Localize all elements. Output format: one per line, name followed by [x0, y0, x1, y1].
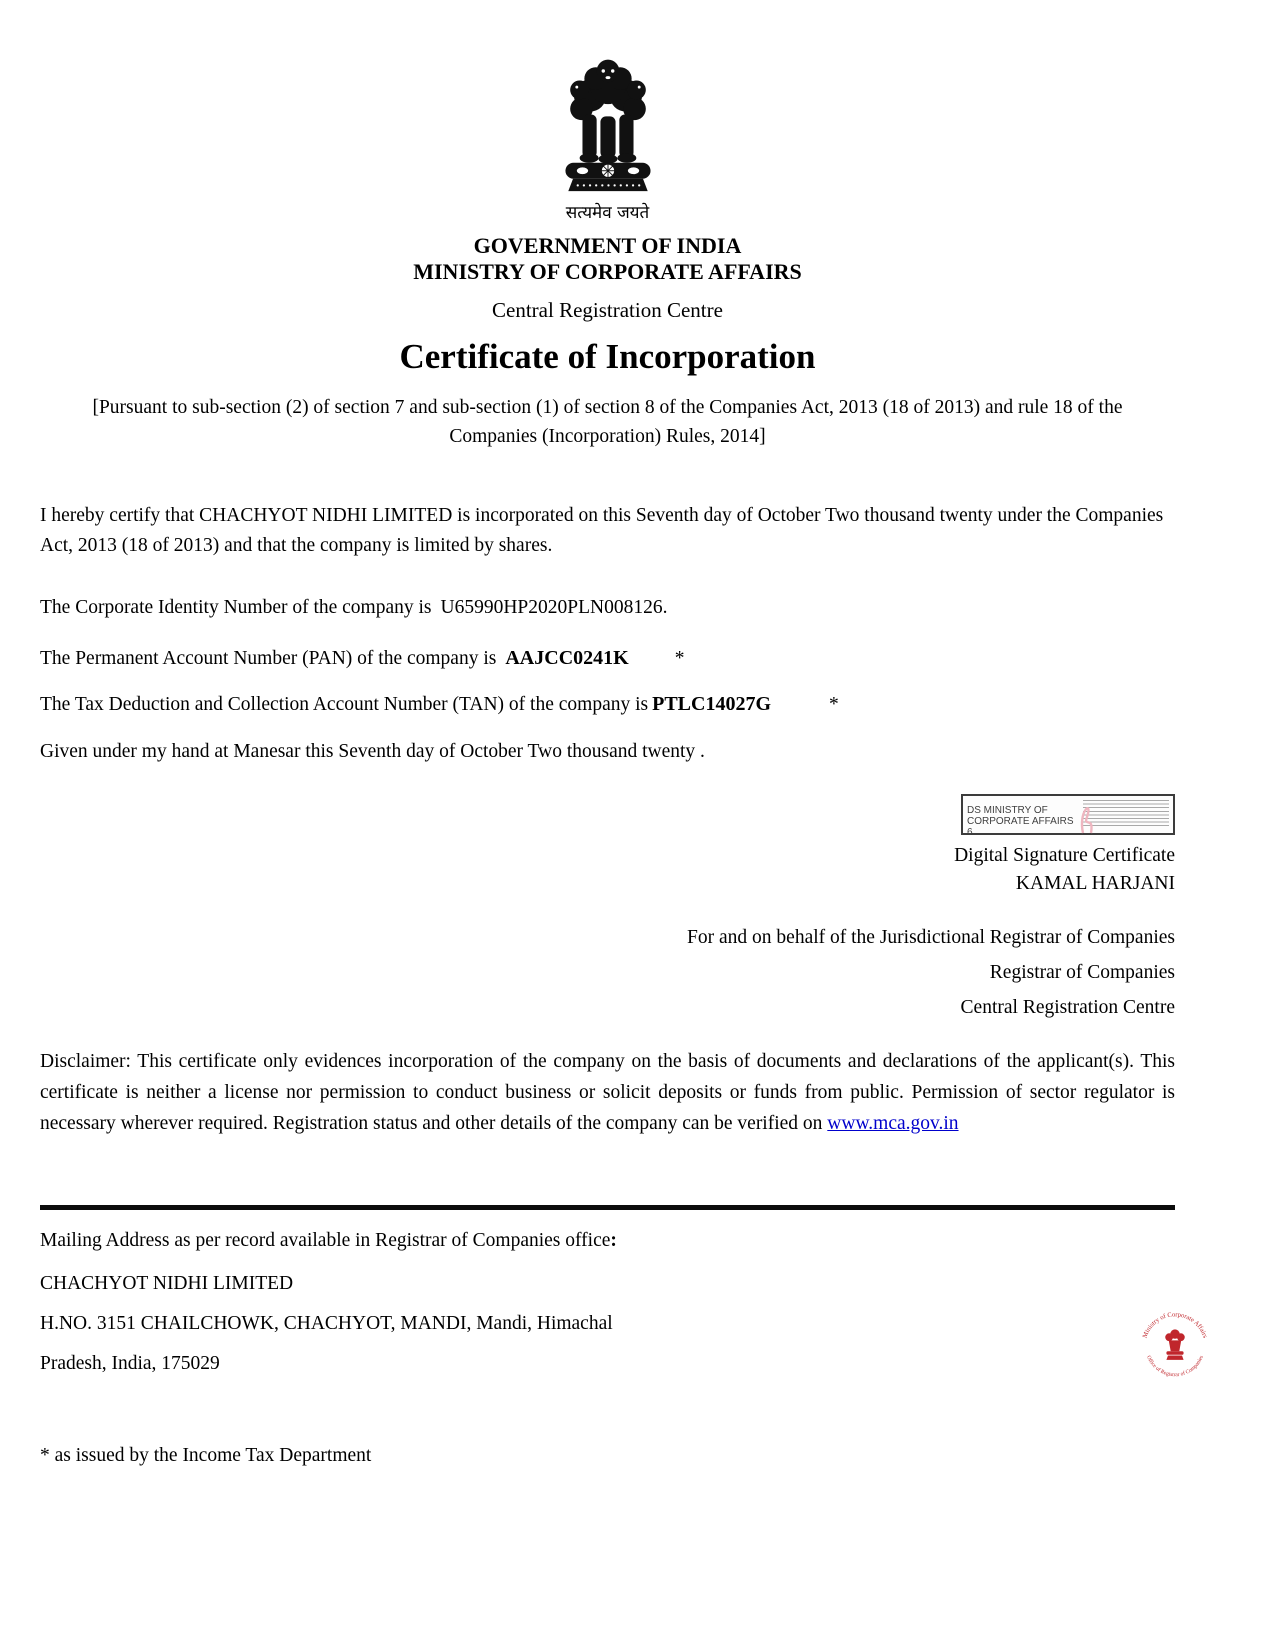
given-under-hand-line: Given under my hand at Manesar this Seventh day of October Two thousand twenty . [40, 741, 705, 762]
stamp-emblem-icon [1165, 1329, 1185, 1359]
dsc-title: Digital Signature Certificate [954, 845, 1175, 866]
national-emblem-icon [556, 52, 660, 194]
disclaimer-paragraph [40, 1046, 1175, 1139]
signature-swoosh-icon [1075, 797, 1099, 835]
crc-line: Central Registration Centre [960, 997, 1175, 1018]
signatory-name: KAMAL HARJANI [1015, 873, 1175, 894]
pursuant-clause: [Pursuant to sub-section (2) of section 7 and sub-section (1) of section 8 of the Companies Act, 2013 (18 of 2013) and rule 18 of the Companies (Incorporation) Rules, 2014] [92, 397, 1123, 447]
government-of-india-heading: GOVERNMENT OF INDIA [473, 233, 742, 258]
cin-value: U65990HP2020PLN008126. [440, 597, 668, 618]
tan-line [40, 689, 1175, 720]
dsc-box-label: DS MINISTRY OF CORPORATE AFFAIRS 6 [967, 805, 1074, 838]
section-divider [40, 1205, 1175, 1210]
pan-value: AAJCC0241K [505, 647, 629, 669]
digital-signature-box [961, 794, 1175, 838]
cin-line [40, 593, 1175, 623]
stamp-top-text: Ministry of Corporate Affairs [1141, 1311, 1209, 1340]
pan-line [40, 643, 1175, 674]
tan-label: The Tax Deduction and Collection Account Number (TAN) of the company is [40, 694, 649, 715]
dsc-fine-print [1083, 800, 1169, 829]
behalf-line: For and on behalf of the Jurisdictional Registrar of Companies [687, 927, 1175, 948]
asterisk-footnote: * as issued by the Income Tax Department [40, 1445, 372, 1466]
central-registration-centre-heading: Central Registration Centre [492, 298, 723, 322]
address-line: H.NO. 3151 CHAILCHOWK, CHACHYOT, MANDI, Mandi, Himachal [40, 1313, 613, 1334]
tan-value: PTLC14027G [652, 693, 772, 715]
certificate-title: Certificate of Incorporation [399, 337, 816, 376]
mailing-heading-text: Mailing Address as per record available in Registrar of Companies office [40, 1230, 611, 1251]
disclaimer-text: Disclaimer: This certificate only evidences incorporation of the company on the basis of documents and declarations of the applicant(s). This certificate is neither a license nor permission to conduct business or solicit deposits or funds from public. Permission of sector regulator is necessary wherever required. Registration status and other details of the company can be verified on [40, 1051, 1175, 1134]
pan-label: The Permanent Account Number (PAN) of the company is [40, 648, 497, 669]
address-line: Pradesh, India, 175029 [40, 1353, 220, 1374]
mailing-address-heading [40, 1226, 1175, 1256]
pan-asterisk: * [674, 648, 685, 669]
company-name-line: CHACHYOT NIDHI LIMITED [40, 1273, 294, 1294]
emblem-motto: सत्यमेव जयते [565, 203, 650, 223]
registrar-line: Registrar of Companies [989, 962, 1175, 983]
stamp-bottom-text: Office of Registrar of Companies [1145, 1354, 1205, 1379]
cin-label: The Corporate Identity Number of the company is [40, 597, 432, 618]
tan-asterisk: * [829, 694, 839, 715]
mailing-heading-colon: : [610, 1230, 617, 1251]
mca-website-link[interactable]: www.mca.gov.in [827, 1113, 959, 1134]
certify-paragraph: I hereby certify that CHACHYOT NIDHI LIMITED is incorporated on this Seventh day of October Two thousand twenty under the Companies Act, 2013 (18 of 2013) and that the company is limited by shares. [40, 505, 1164, 556]
registrar-stamp [1136, 1306, 1214, 1389]
ministry-heading: MINISTRY OF CORPORATE AFFAIRS [413, 259, 802, 284]
signature-block [40, 842, 1175, 1022]
